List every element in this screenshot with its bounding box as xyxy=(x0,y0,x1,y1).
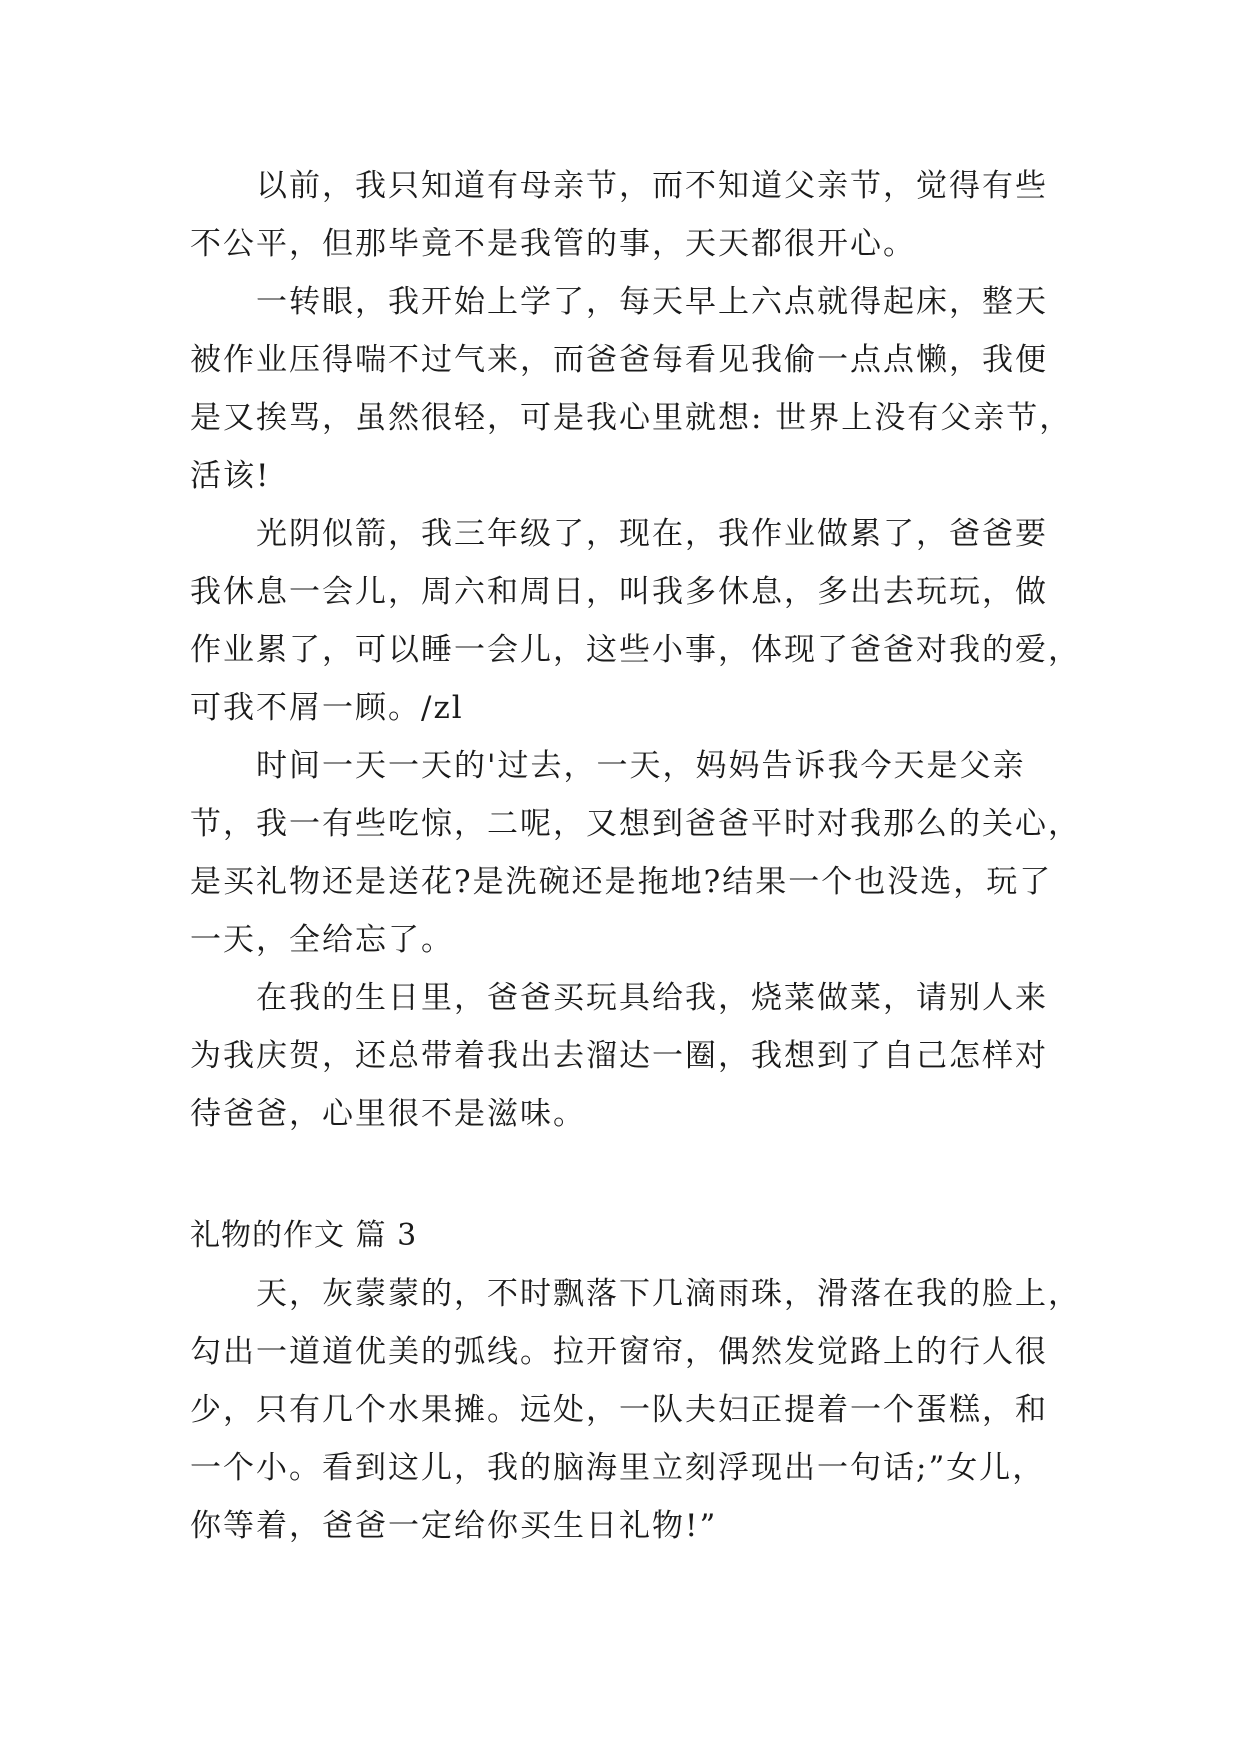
paragraph-line: 以前，我只知道有母亲节，而不知道父亲节，觉得有些 xyxy=(256,168,1048,204)
paragraph-line: 我休息一会儿，周六和周日，叫我多休息，多出去玩玩，做 xyxy=(190,574,1048,610)
paragraph xyxy=(190,737,1081,969)
paragraph-line: 被作业压得喘不过气来，而爸爸每看见我偷一点点懒，我便 xyxy=(190,342,1048,378)
paragraph-line: 勾出一道道优美的弧线。拉开窗帘，偶然发觉路上的行人很 xyxy=(190,1334,1048,1370)
paragraph-line: 节，我一有些吃惊，二呢，又想到爸爸平时对我那么的关心， xyxy=(190,806,1081,842)
paragraph-line: 一转眼，我开始上学了，每天早上六点就得起床，整天 xyxy=(256,284,1048,320)
paragraph-line: 不公平，但那毕竟不是我管的事，天天都很开心。 xyxy=(190,226,916,262)
paragraph xyxy=(190,157,1070,273)
paragraph xyxy=(190,969,1070,1143)
paragraph-line: 待爸爸，心里很不是滋味。 xyxy=(190,1096,586,1132)
paragraph-line: 在我的生日里，爸爸买玩具给我，烧菜做菜，请别人来 xyxy=(256,980,1048,1016)
paragraph-line: 一个小。看到这儿，我的脑海里立刻浮现出一句话;”女儿， xyxy=(190,1450,1046,1486)
paragraph-line: 光阴似箭，我三年级了，现在，我作业做累了，爸爸要 xyxy=(256,516,1048,552)
paragraph-line: 是买礼物还是送花?是洗碗还是拖地?结果一个也没选，玩了 xyxy=(190,864,1053,900)
paragraph-line: 时间一天一天的'过去，一天，妈妈告诉我今天是父亲 xyxy=(256,748,1026,784)
section-spacer xyxy=(190,1143,1070,1207)
paragraph-line: 活该! xyxy=(190,458,271,494)
paragraph-line: 作业累了，可以睡一会儿，这些小事，体现了爸爸对我的爱， xyxy=(190,632,1081,668)
document-body xyxy=(190,157,1081,1555)
paragraph-line: 为我庆贺，还总带着我出去溜达一圈，我想到了自己怎样对 xyxy=(190,1038,1048,1074)
paragraph-line: 少，只有几个水果摊。远处，一队夫妇正提着一个蛋糕，和 xyxy=(190,1392,1048,1428)
section-heading: 礼物的作文 篇 3 xyxy=(190,1218,418,1253)
paragraph-line: 一天，全给忘了。 xyxy=(190,922,454,958)
paragraph-line: 可我不屑一顾。/zl xyxy=(190,690,464,726)
paragraph-line: 天，灰蒙蒙的，不时飘落下几滴雨珠，滑落在我的脸上， xyxy=(256,1276,1081,1312)
paragraph xyxy=(190,1265,1081,1555)
paragraph xyxy=(190,273,1073,505)
paragraph xyxy=(190,505,1081,737)
paragraph-line: 是又挨骂，虽然很轻，可是我心里就想: 世界上没有父亲节， xyxy=(190,400,1073,436)
paragraph-line: 你等着，爸爸一定给你买生日礼物!” xyxy=(190,1508,718,1544)
